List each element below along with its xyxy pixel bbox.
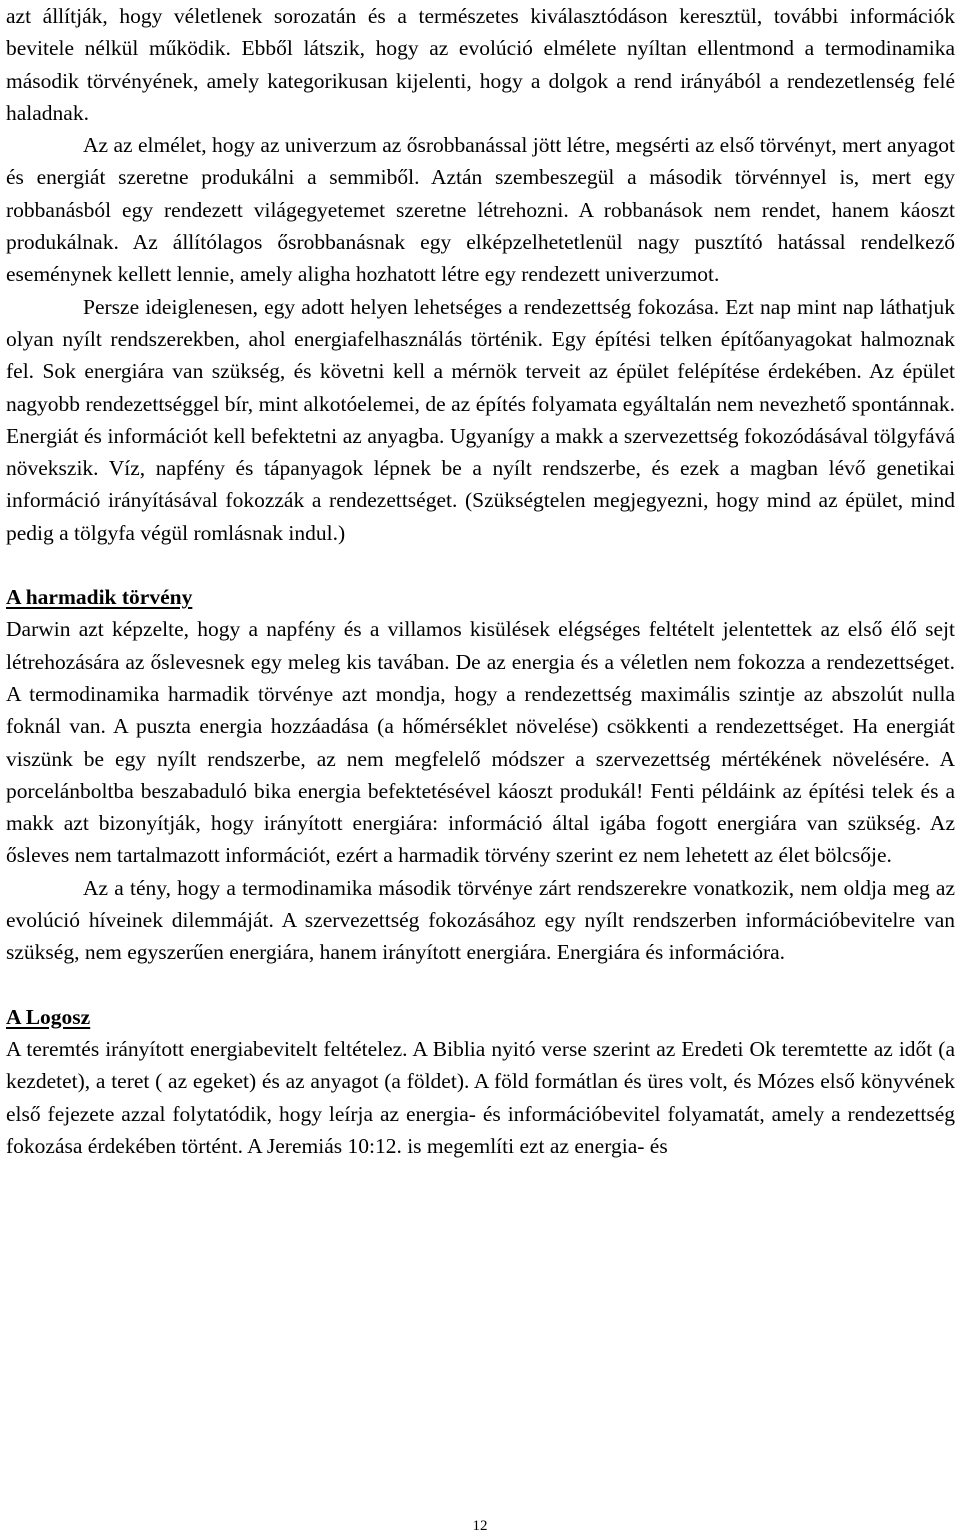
- paragraph-6: A teremtés irányított energiabevitelt feltételez. A Biblia nyitó verse szerint az Eredeti Ok teremtette az időt (a kezdetet), a teret ( az egeket) és az anyagot (a földet). A föld formátlan és üres volt, és Mózes első könyvének első fejezete azzal folytatódik, hogy leírja az energia- és információbevitel folyamatát, amely a rendezettség fokozása érdekében történt. A Jeremiás 10:12. is megemlíti ezt az energia- és: [6, 1036, 955, 1158]
- section-heading-logosz: A Logosz: [6, 1004, 91, 1029]
- section-heading-third-law: A harmadik törvény: [6, 585, 193, 610]
- paragraph-1: azt állítják, hogy véletlenek sorozatán és a természetes kiválasztódáson keresztül, további információk bevitele nélkül működik. Ebből látszik, hogy az evolúció elmélete nyíltan ellentmond a termodinamika második törvényének, amely kategorikusan kijelenti, hogy a dolgok a rend irányából a rendezetlenség felé haladnak.: [6, 4, 955, 125]
- section-gap: [6, 549, 955, 581]
- paragraph-5: Az a tény, hogy a termodinamika második törvénye zárt rendszerekre vonatkozik, nem oldja meg az evolúció híveinek dilemmáját. A szervezettség fokozásához egy nyílt rendszerben információbevitelre van szükség, nem egyszerűen energiára, hanem irányított energiára. Energiára és információra.: [6, 875, 955, 965]
- paragraph-3: Persze ideiglenesen, egy adott helyen lehetséges a rendezettség fokozása. Ezt nap mint nap láthatjuk olyan nyílt rendszerekben, ahol energiafelhasználás történik. Egy építési telken építőanyagokat halmoznak fel. Sok energiára van szükség, és követni kell a mérnök terveit az épület felépítése érdekében. Az épület nagyobb rendezettséggel bír, mint alkotóelemei, de az építés folyamata egyáltalán nem nevezhető spontánnak. Energiát és információt kell befektetni az anyagba. Ugyanígy a makk a szervezettség fokozódásával tölgyfává növekszik. Víz, napfény és tápanyagok lépnek be a nyílt rendszerbe, és ezek a magban lévő genetikai információ irányításával fokozzák a rendezettséget. (Szükségtelen megjegyezni, hogy mind az épület, mind pedig a tölgyfa végül romlásnak indul.): [6, 294, 955, 545]
- paragraph-2: Az az elmélet, hogy az univerzum az ősrobbanással jött létre, megsérti az első törvényt, mert anyagot és energiát szeretne produkálni a semmiből. Aztán szembeszegül a második törvénnyel is, mert egy robbanásból egy rendezett világegyetemet szeretne létrehozni. A robbanások nem rendet, hanem káoszt produkálnak. Az állítólagos ősrobbanásnak egy elképzelhetetlenül nagy pusztító hatással rendelkező eseménynek kellett lennie, amely aligha hozhatott létre egy rendezett univerzumot.: [6, 133, 955, 287]
- paragraph-4: Darwin azt képzelte, hogy a napfény és a villamos kisülések elégséges feltételt jelentettek az első élő sejt létrehozására az őslevesnek egy meleg kis tavában. De az energia és a véletlen nem fokozza a rendezettséget. A termodinamika harmadik törvénye azt mondja, hogy a rendezettség maximális szintje az abszolút nulla foknál van. A puszta energia hozzáadása (a hőmérséklet növelése) csökkenti a rendezettséget. Ha energiát viszünk be egy nyílt rendszerbe, az nem megfelelő módszer a szervezettség mértékének növelésére. A porcelánboltba beszabaduló bika energia befektetésével káoszt produkál! Fenti példáink az építési telek és a makk azt bizonyítják, hogy irányított energiára: információ által igába fogott energiára van szükség. Az ősleves nem tartalmazott információt, ezért a harmadik törvény szerint ez nem lehetett az élet bölcsője.: [6, 617, 955, 868]
- page-number: 12: [472, 1518, 488, 1534]
- section-gap: [6, 969, 955, 1001]
- page-content: [6, 0, 955, 1162]
